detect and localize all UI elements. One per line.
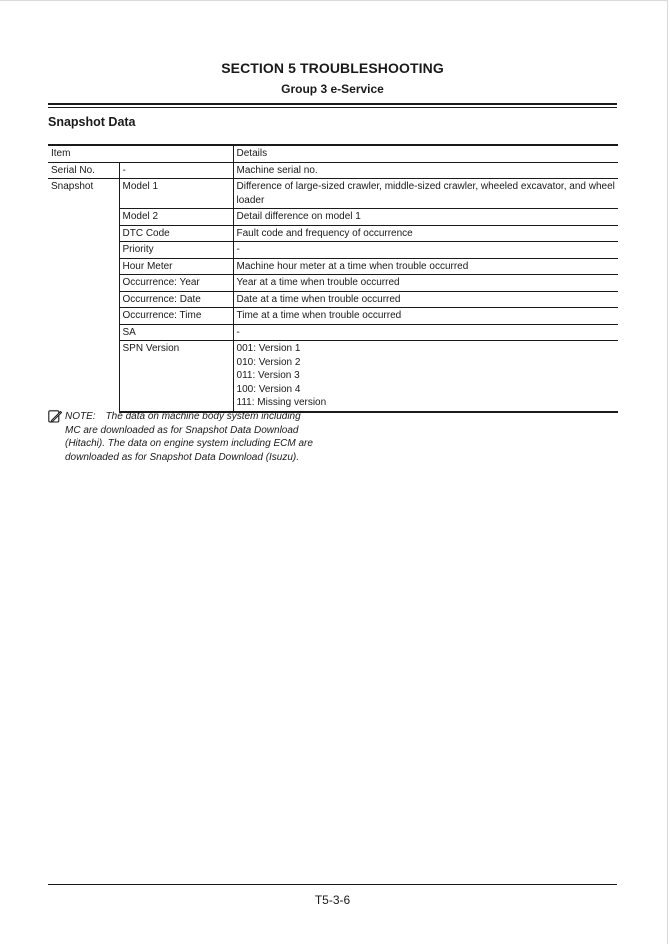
version-line: 010: Version 2 xyxy=(236,356,301,368)
header-item: Item xyxy=(48,145,233,162)
row-sub-item: Hour Meter xyxy=(119,258,233,275)
section-title: SECTION 5 TROUBLESHOOTING xyxy=(221,60,444,76)
table-row xyxy=(48,291,618,308)
row-sub-item: Priority xyxy=(119,242,233,259)
note-text: The data on machine body system including MC are downloaded as for Snapshot Data Download (Hitachi). The data on engine system including ECM are downloaded as for Snapshot Data Download (Isuzu). xyxy=(65,411,313,463)
page-number: T5-3-6 xyxy=(314,893,351,907)
row-sub-item: Occurrence: Year xyxy=(119,275,233,292)
row-details: Difference of large-sized crawler, middle-sized crawler, wheeled excavator, and wheel loader xyxy=(233,179,618,209)
header-details: Details xyxy=(233,145,618,162)
row-details: Detail difference on model 1 xyxy=(233,209,618,226)
table-row xyxy=(48,324,618,341)
subsection-title: Snapshot Data xyxy=(48,115,136,129)
pencil-note-icon xyxy=(48,410,62,423)
version-line: 100: Version 4 xyxy=(236,383,301,395)
table-row xyxy=(48,341,618,412)
note-block xyxy=(48,410,318,464)
row-details: Machine hour meter at a time when trouble occurred xyxy=(233,258,618,275)
row-sub-item: - xyxy=(119,162,233,179)
table-row xyxy=(48,275,618,292)
table-row xyxy=(48,209,618,226)
row-sub-item: Occurrence: Date xyxy=(119,291,233,308)
version-line: 111: Missing version xyxy=(236,397,327,408)
table-row xyxy=(48,162,618,179)
version-line: 011: Version 3 xyxy=(236,370,300,381)
row-details: Time at a time when trouble occurred xyxy=(233,308,618,325)
row-sub-item: SA xyxy=(119,324,233,341)
row-details: - xyxy=(233,324,618,341)
row-sub-item: DTC Code xyxy=(119,225,233,242)
group-title: Group 3 e-Service xyxy=(281,82,384,96)
row-details: - xyxy=(233,242,618,259)
row-sub-item: Occurrence: Time xyxy=(119,308,233,325)
row-sub-item: Model 1 xyxy=(119,179,233,209)
header-rule-thick xyxy=(48,103,617,105)
row-details: Year at a time when trouble occurred xyxy=(233,275,618,292)
table-row xyxy=(48,242,618,259)
table-row xyxy=(48,308,618,325)
table-row xyxy=(48,225,618,242)
snapshot-data-table xyxy=(48,144,618,413)
row-details: Machine serial no. xyxy=(233,162,618,179)
footer-rule xyxy=(48,884,617,885)
note-label: NOTE: xyxy=(65,411,96,422)
row-sub-item: SPN Version xyxy=(119,341,233,412)
header-rule-thin xyxy=(48,107,617,108)
row-item: Serial No. xyxy=(48,162,119,179)
row-details-version-list xyxy=(233,341,618,412)
row-details: Fault code and frequency of occurrence xyxy=(233,225,618,242)
table-header-row xyxy=(48,145,618,162)
row-details: Date at a time when trouble occurred xyxy=(233,291,618,308)
row-item: Snapshot xyxy=(48,179,119,412)
version-line: 001: Version 1 xyxy=(236,343,301,354)
table-row xyxy=(48,258,618,275)
row-sub-item: Model 2 xyxy=(119,209,233,226)
table-row xyxy=(48,179,618,209)
